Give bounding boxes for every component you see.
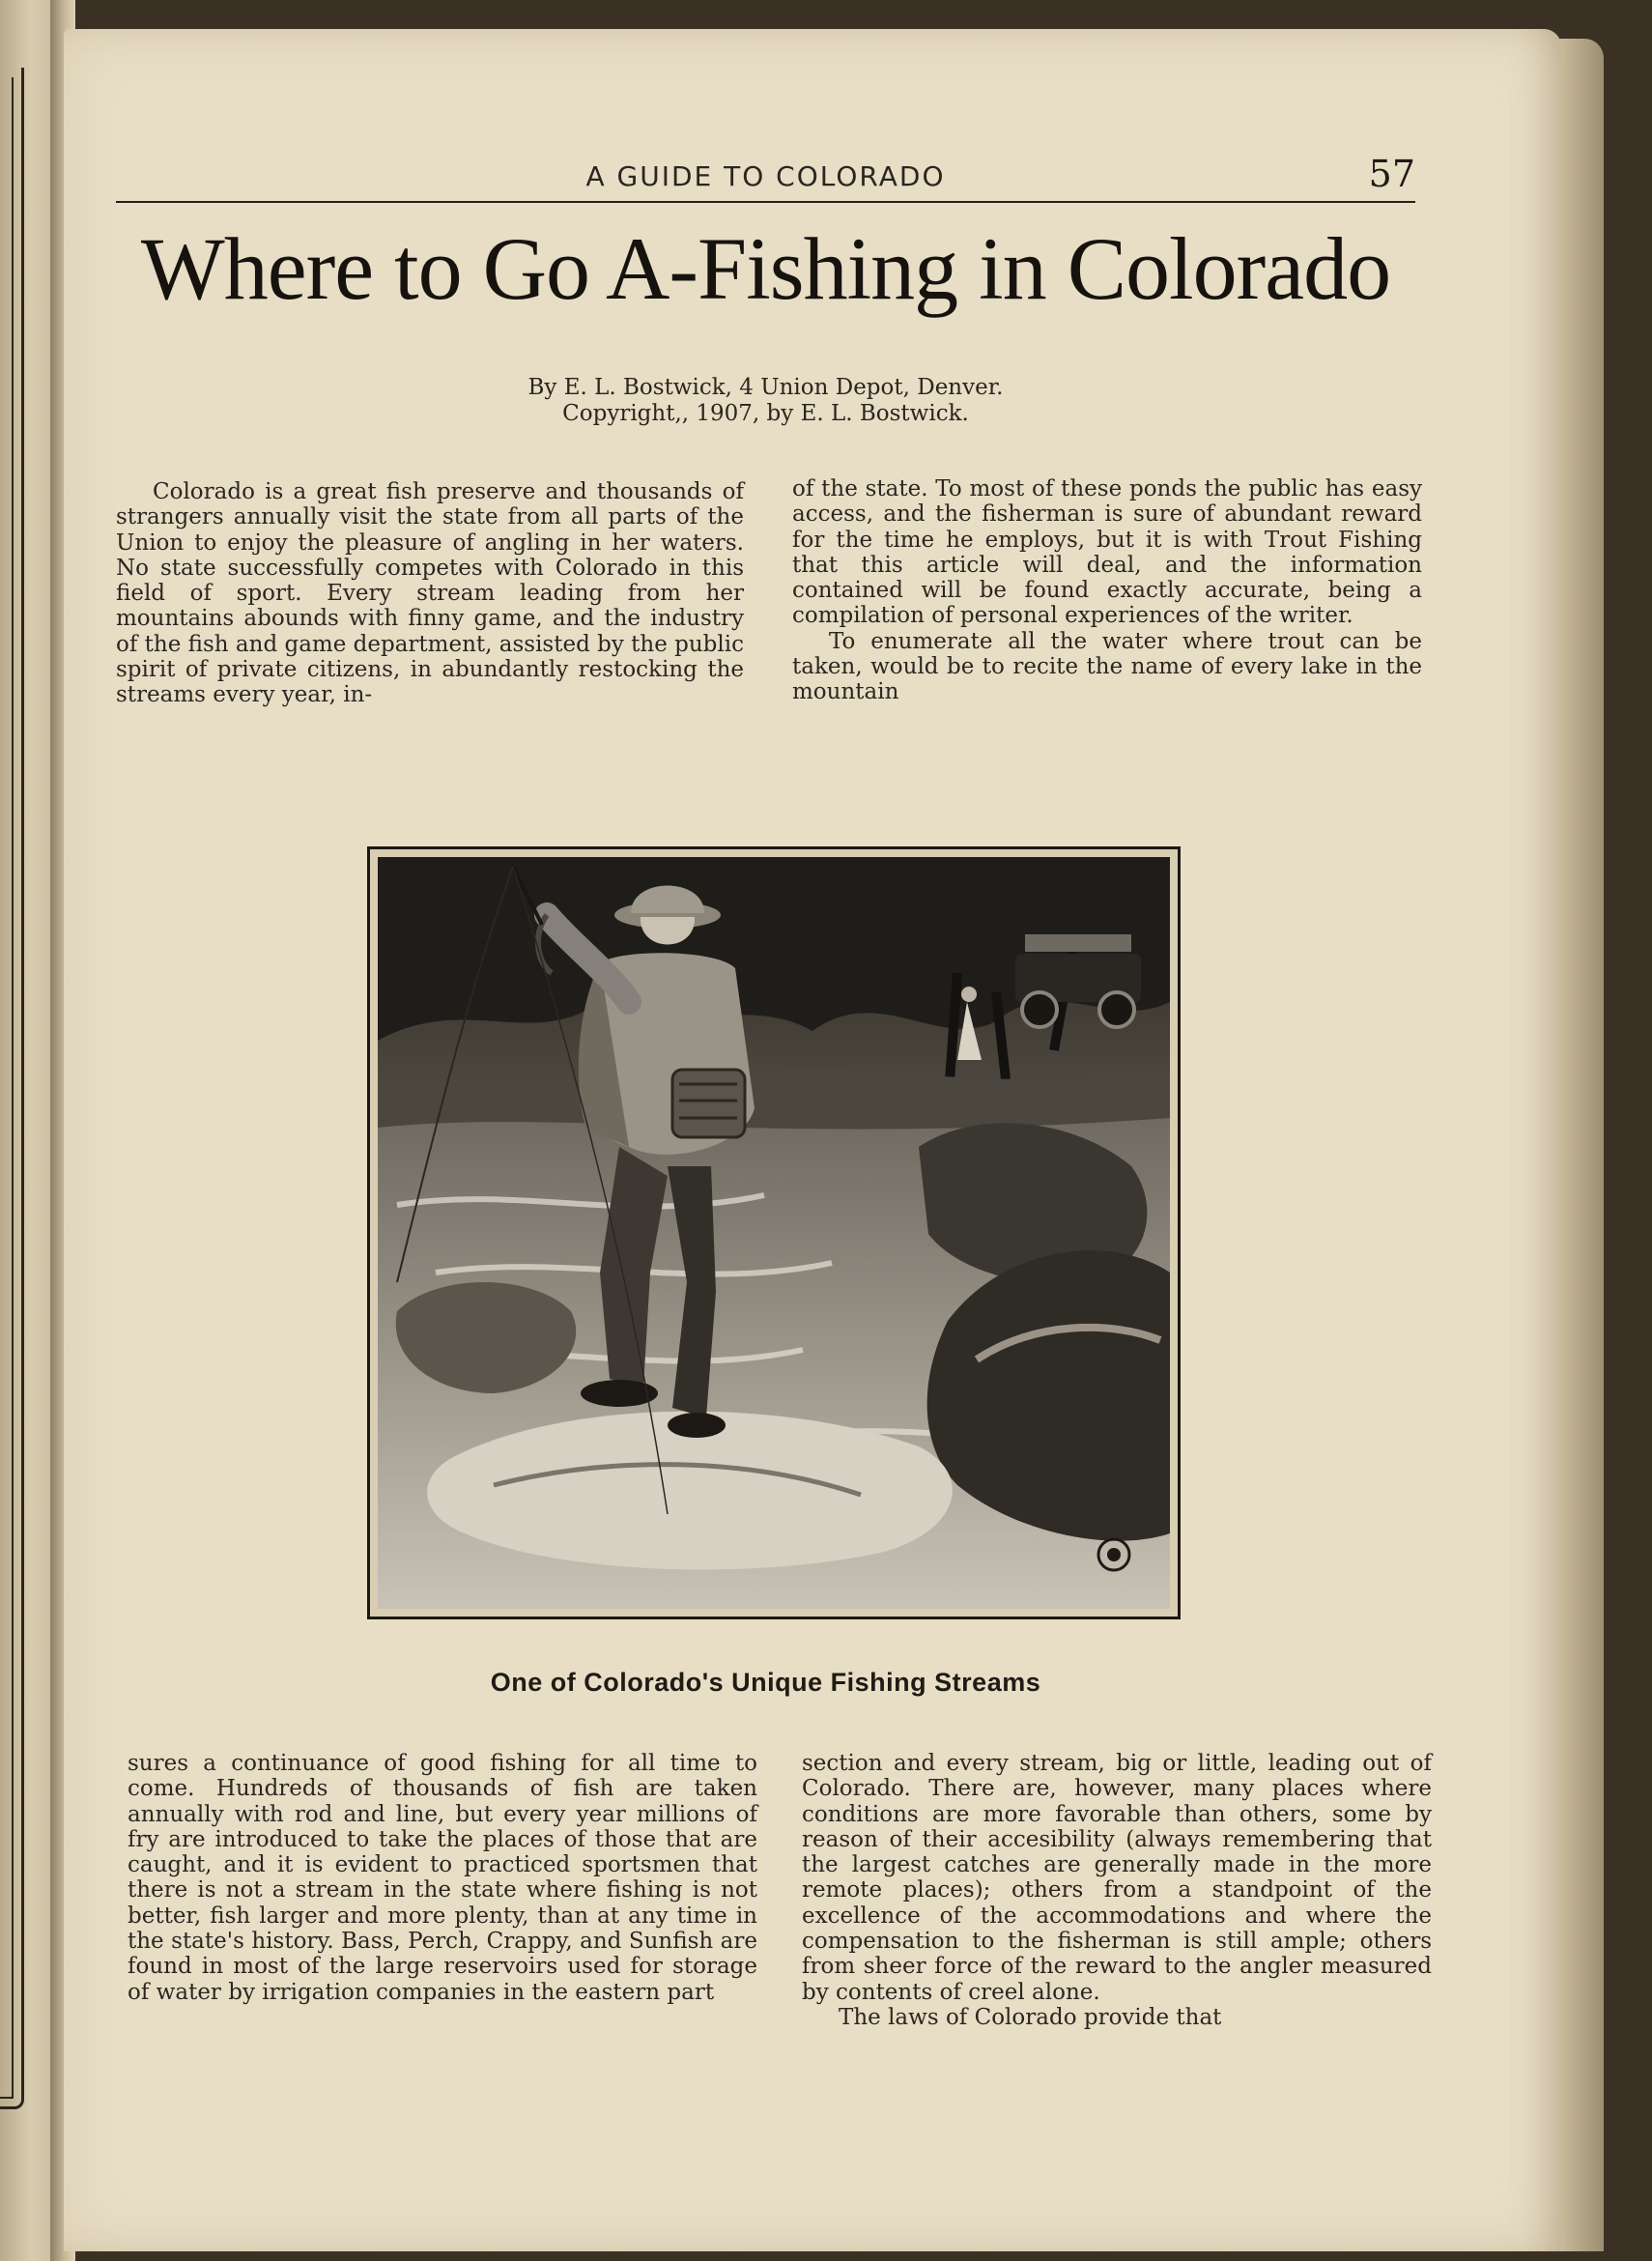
illustration-caption: One of Colorado's Unique Fishing Streams [490,1668,1041,1697]
byline-copyright: Copyright,, 1907, by E. L. Bostwick. [562,401,969,426]
page-number: 57 [1368,153,1415,195]
paragraph: The laws of Colorado provide that [839,2004,1222,2030]
paragraph: To enumerate all the water where trout can be taken, would be to recite the name of every lake in the mountain [792,628,1422,705]
left-page-border-line-inner [0,77,14,2099]
column-top-left [116,479,744,708]
fisherman-in-stream-image [378,857,1170,1609]
paragraph: of the state. To most of these ponds the public has easy access, and the fisherman is sure of abundant reward for the time he employs, but it is with Trout Fishing that this article will deal, and the information contained will be found exactly accurate, being a compilation of personal experiences of the writer. [792,476,1422,629]
byline-author: By E. L. Bostwick, 4 Union Depot, Denver. [527,375,1004,400]
running-header [116,153,1415,203]
column-bottom-right [802,1751,1432,2030]
left-page-edge [0,0,56,2261]
article-title: Where to Go A-Fishing in Colorado [140,219,1391,318]
fishing-illustration [367,846,1181,1619]
column-bottom-left [128,1751,757,2005]
page-stack-edge [1555,39,1604,2251]
paragraph: Colorado is a great fish preserve and thousands of strangers annually visit the state from all parts of the Union to enjoy the pleasure of angling in her waters. No state successfully competes with Colorado in this field of sport. Every stream leading from her mountains abounds with finny game, and the industry of the fish and game department, assisted by the public spirit of private citizens, in abundantly restocking the streams every year, in- [116,479,744,708]
paragraph: section and every stream, big or little, leading out of Colorado. There are, however, many places where conditions are more favorable than others, some by reason of their accesibility (always remembering that the largest catches are generally made in the more remote places); others from a standpoint of the excellence of the accommodations and where the compensation to the fisherman is still ample; others from sheer force of the reward to the angler measured by contents of creel alone. [802,1751,1432,2005]
running-title: A GUIDE TO COLORADO [585,160,946,192]
column-top-right [792,476,1422,705]
byline [116,375,1415,427]
paragraph: sures a continuance of good fishing for all time to come. Hundreds of thousands of fish are taken annually with rod and line, but every year millions of fry are introduced to take the places of those that are caught, and it is evident to practiced sportsmen that there is not a stream in the state where fishing is not better, fish larger and more plenty, than at any time in the state's history. Bass, Perch, Crappy, and Sunfish are found in most of the large reservoirs used for storage of water by irrigation companies in the eastern part [128,1751,757,2005]
